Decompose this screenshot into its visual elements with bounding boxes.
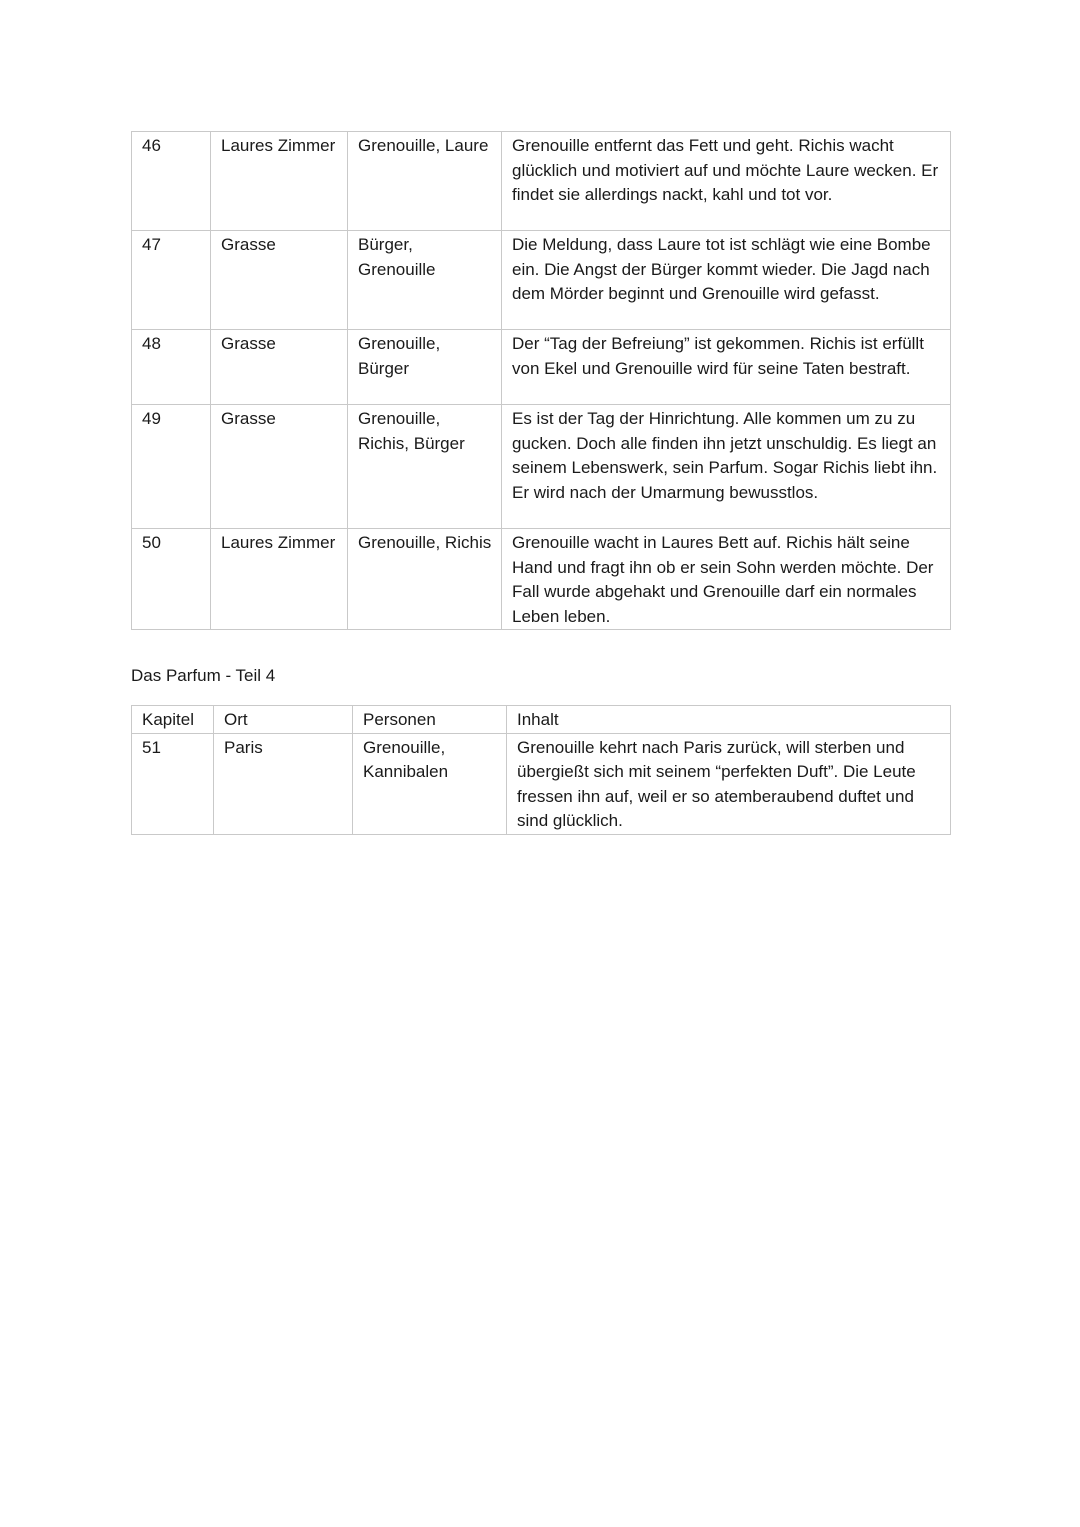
cell-kapitel: 51 <box>132 733 214 834</box>
table-row <box>132 330 951 405</box>
cell-inhalt: Die Meldung, dass Laure tot ist schlägt wie eine Bombe ein. Die Angst der Bürger kommt wieder. Die Jagd nach dem Mörder beginnt und Grenouille wird gefasst. <box>502 231 951 330</box>
table-row <box>132 132 951 231</box>
header-ort: Ort <box>214 706 353 734</box>
table-header-row <box>132 706 951 734</box>
cell-inhalt: Grenouille entfernt das Fett und geht. Richis wacht glücklich und motiviert auf und möchte Laure wecken. Er findet sie allerdings nackt, kahl und tot vor. <box>502 132 951 231</box>
cell-personen: Grenouille, Richis, Bürger <box>348 405 502 529</box>
table-row <box>132 733 951 834</box>
cell-ort: Laures Zimmer <box>211 529 348 630</box>
table-row <box>132 529 951 630</box>
cell-personen: Grenouille, Bürger <box>348 330 502 405</box>
header-personen: Personen <box>353 706 507 734</box>
cell-inhalt: Grenouille kehrt nach Paris zurück, will sterben und übergießt sich mit seinem “perfekten Duft”. Die Leute fressen ihn auf, weil er so atemberaubend duftet und sind glücklich. <box>507 733 951 834</box>
table-row <box>132 231 951 330</box>
cell-ort: Grasse <box>211 330 348 405</box>
cell-ort: Grasse <box>211 405 348 529</box>
cell-inhalt: Der “Tag der Befreiung” ist gekommen. Richis ist erfüllt von Ekel und Grenouille wird für seine Taten bestraft. <box>502 330 951 405</box>
cell-kapitel: 48 <box>132 330 211 405</box>
cell-kapitel: 46 <box>132 132 211 231</box>
cell-personen: Grenouille, Kannibalen <box>353 733 507 834</box>
header-kapitel: Kapitel <box>132 706 214 734</box>
cell-kapitel: 49 <box>132 405 211 529</box>
cell-ort: Laures Zimmer <box>211 132 348 231</box>
section-title: Das Parfum - Teil 4 <box>131 666 276 685</box>
chapter-table-part-4 <box>131 705 951 835</box>
cell-personen: Grenouille, Richis <box>348 529 502 630</box>
header-inhalt: Inhalt <box>507 706 951 734</box>
cell-personen: Grenouille, Laure <box>348 132 502 231</box>
cell-personen: Bürger, Grenouille <box>348 231 502 330</box>
table-row <box>132 405 951 529</box>
cell-inhalt: Grenouille wacht in Laures Bett auf. Richis hält seine Hand und fragt ihn ob er sein Sohn werden möchte. Der Fall wurde abgehakt und Grenouille darf ein normales Leben leben. <box>502 529 951 630</box>
cell-kapitel: 47 <box>132 231 211 330</box>
cell-ort: Paris <box>214 733 353 834</box>
cell-inhalt: Es ist der Tag der Hinrichtung. Alle kommen um zu zu gucken. Doch alle finden ihn jetzt unschuldig. Es liegt an seinem Lebenswerk, sein Parfum. Sogar Richis liebt ihn. Er wird nach der Umarmung bewusstlos. <box>502 405 951 529</box>
cell-ort: Grasse <box>211 231 348 330</box>
cell-kapitel: 50 <box>132 529 211 630</box>
chapter-table-part-3-continued <box>131 131 951 630</box>
